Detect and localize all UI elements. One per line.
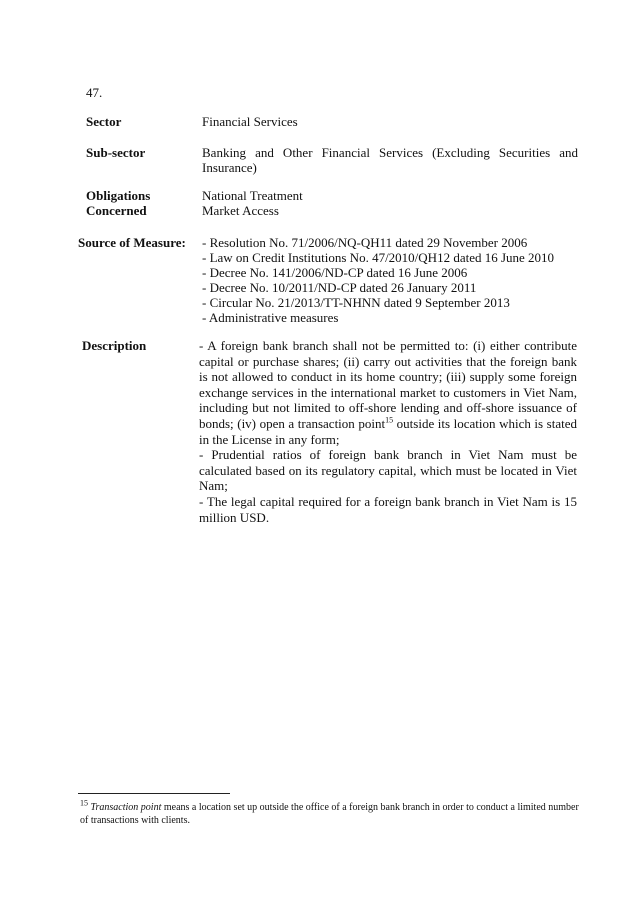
source-list [202, 235, 554, 325]
obligations-values [202, 188, 303, 218]
obligations-label [86, 188, 150, 218]
description-paragraph-2: - Prudential ratios of foreign bank branch in Viet Nam must be calculated based on its regulatory capital, which must be located in Viet Nam; [199, 447, 577, 494]
source-label: Source of Measure: [78, 235, 186, 250]
description-paragraph-3: - The legal capital required for a foreign bank branch in Viet Nam is 15 million USD. [199, 493, 577, 525]
source-item: - Resolution No. 71/2006/NQ-QH11 dated 29 November 2006 [202, 235, 528, 250]
source-item: - Administrative measures [202, 310, 339, 325]
footnote-reference: 15 [385, 415, 394, 425]
description-paragraph-1 [199, 338, 577, 447]
description-label: Description [82, 338, 147, 353]
description-p1-text: - A foreign bank branch shall not be permitted to: (i) either contribute capital or purchase shares; (ii) carry out activities that the foreign bank is not allowed to conduct in its home country; (iii) supply some foreign exchange services in the international market to customers in Viet Nam, including but not limited to off-shore lending and off-shore issuance of bonds; (iv) open a transaction point [199, 338, 577, 431]
source-item: - Law on Credit Institutions No. 47/2010/QH12 dated 16 June 2010 [202, 250, 555, 265]
sector-value: Financial Services [202, 114, 298, 129]
description-p1-text-cont: outside its location which is stated in the License in any form; [199, 415, 577, 447]
source-item: - Decree No. 10/2011/ND-CP dated 26 January 2011 [202, 280, 477, 295]
obligation-item: Market Access [202, 203, 279, 218]
obligation-item: National Treatment [202, 188, 303, 203]
source-item: - Circular No. 21/2013/TT-NHNN dated 9 September 2013 [202, 295, 510, 310]
footnote-divider [78, 793, 230, 794]
footnote [80, 798, 580, 827]
page-number: 47. [86, 85, 103, 100]
source-item: - Decree No. 141/2006/ND-CP dated 16 June 2006 [202, 265, 468, 280]
subsector-value: Banking and Other Financial Services (Excluding Securities and Insurance) [202, 145, 578, 175]
footnote-marker: 15 [80, 798, 88, 808]
obligations-label-line-2: Concerned [86, 203, 147, 218]
description-text [199, 338, 577, 525]
sector-label: Sector [86, 114, 122, 129]
subsector-label: Sub-sector [86, 145, 146, 160]
footnote-text: means a location set up outside the office of a foreign bank branch in order to conduct a limited number of transactions with clients. [80, 802, 579, 826]
footnote-term: Transaction point [90, 802, 162, 813]
obligations-label-line-1: Obligations [86, 188, 151, 203]
